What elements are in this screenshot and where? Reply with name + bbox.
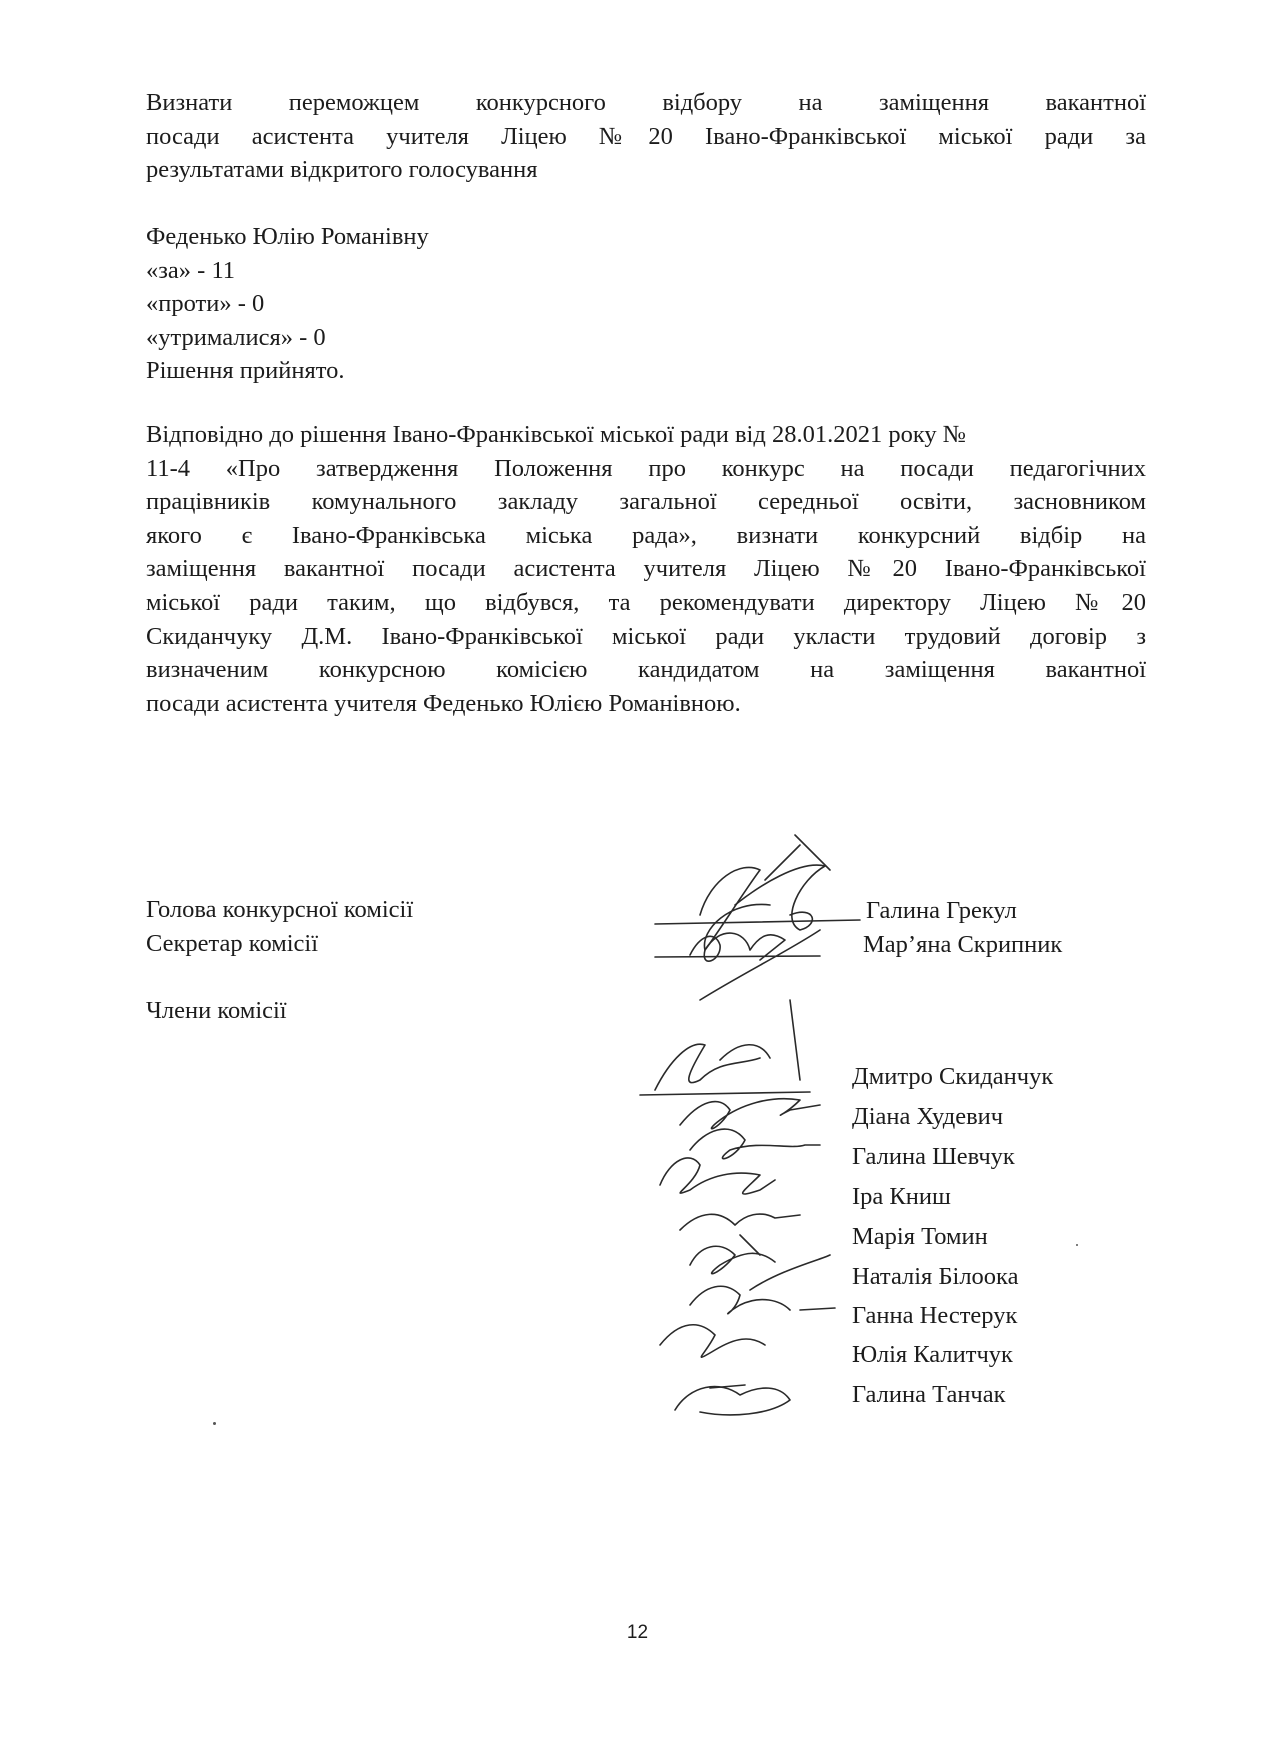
resolution-line: посади асистента учителя Феденько Юлією Романівною. (146, 689, 741, 717)
resolution-line-text: Відповідно до рішення Івано-Франківської міської ради від 28.01.2021 року № (146, 421, 967, 448)
resolution-line: заміщення вакантної посади асистента учителя Ліцею №20 Івано-Франківської (146, 555, 1146, 583)
chair-signature (655, 835, 860, 950)
member-name: Марія Томин (852, 1223, 988, 1250)
candidate-name: Феденько Юлію Романівну (146, 223, 429, 250)
member-name: Наталія Білоока (852, 1263, 1019, 1290)
member-signatures (640, 1000, 835, 1415)
resolution-line: 11-4 «Про затвердження Положення про конкурс на посади педагогічних (146, 454, 1146, 482)
scan-speck (213, 1422, 216, 1425)
secretary-signature (655, 930, 820, 1000)
vote-for: «за» - 11 (146, 256, 236, 284)
member-name: Дмитро Скиданчук (852, 1063, 1054, 1090)
member-name: Юлія Калитчук (852, 1341, 1013, 1368)
vote-result: Рішення прийнято. (146, 357, 345, 385)
member-name: Іра Книш (852, 1183, 951, 1210)
secretary-label: Секретар комісії (146, 930, 319, 957)
chair-name: Галина Грекул (866, 897, 1017, 924)
resolution-line: Скиданчуку Д.М. Івано-Франківської міської ради укласти трудовий договір з (146, 622, 1146, 650)
member-name: Діана Худевич (852, 1103, 1004, 1130)
vote-abstained: «утрималися» - 0 (146, 323, 326, 351)
chair-label: Голова конкурсної комісії (146, 896, 414, 923)
scan-speck (1076, 1244, 1078, 1246)
page-number: 12 (626, 1622, 649, 1643)
member-name: Ганна Нестерук (852, 1302, 1018, 1329)
decision-line: посади асистента учителя Ліцею №20 Івано-Франківської міської ради за (146, 122, 1146, 150)
resolution-line: міської ради таким, що відбувся, та рекомендувати директору Ліцею №20 (146, 588, 1146, 616)
resolution-line: визначеним конкурсною комісією кандидатом на заміщення вакантної (146, 656, 1146, 684)
resolution-line: якого є Івано-Франківська міська рада», визнати конкурсний відбір на (146, 521, 1146, 549)
member-name: Галина Танчак (852, 1381, 1006, 1408)
decision-line: результатами відкритого голосування (146, 156, 538, 184)
member-name: Галина Шевчук (852, 1143, 1015, 1170)
vote-against: «проти» - 0 (146, 290, 265, 318)
resolution-line: працівників комунального закладу загальної середньої освіти, засновником (146, 488, 1146, 516)
decision-line: Визнати переможцем конкурсного відбору на заміщення вакантної (146, 89, 1146, 116)
members-label: Члени комісії (146, 997, 287, 1024)
secretary-name: Мар’яна Скрипник (863, 931, 1063, 958)
